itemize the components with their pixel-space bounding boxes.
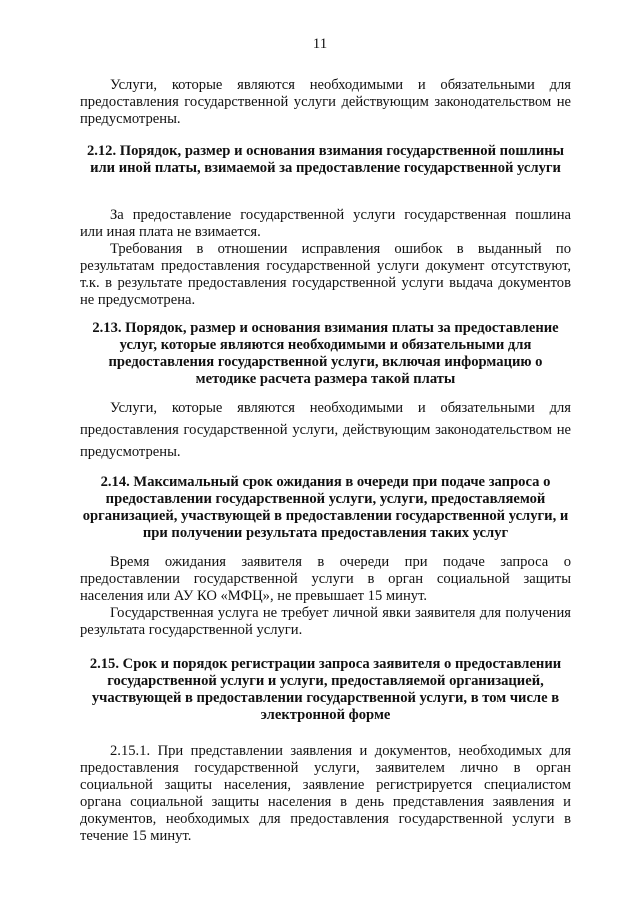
heading-2-14: 2.14. Максимальный срок ожидания в очереди при подаче запроса о предоставлении государственной услуги, услуги, предоставляемой организацией, участвующей в предоставлении государственной услуги, и при получении результата предоставления таких услуг: [82, 474, 569, 541]
section-2-13-body: [80, 397, 571, 463]
heading-2-15: 2.15. Срок и порядок регистрации запроса заявителя о предоставлении государственной услуги и услуги, предоставляемой организацией, участвующей в предоставлении государственной услуги, в том числе в электронной форме: [89, 656, 562, 723]
paragraph-text: Услуги, которые являются необходимыми и обязательными для предоставления государственной услуги, действующим законодательством не предусмотрены.: [80, 400, 571, 460]
section-2-14-body: [80, 554, 571, 639]
section-2-15-body: [80, 743, 571, 845]
paragraph-text: За предоставление государственной услуги государственная пошлина или иная плата не взимается.: [80, 207, 571, 240]
heading-2-12: 2.12. Порядок, размер и основания взимания государственной пошлины или иной платы, взимаемой за предоставление государственной услуги: [86, 143, 565, 176]
heading-2-13: 2.13. Порядок, размер и основания взимания платы за предоставление услуг, которые являются необходимыми и обязательными для предоставления государственной услуги, включая информацию о методике расчета размера такой платы: [92, 320, 559, 387]
paragraph-services-not-required: [80, 77, 571, 128]
paragraph-text: Услуги, которые являются необходимыми и обязательными для предоставления государственной услуги действующим законодательством не предусмотрены.: [80, 77, 571, 127]
paragraph-text: Требования в отношении исправления ошибок в выданный по результатам предоставления государственной услуги документ отсутствуют, т.к. в результате предоставления государственной услуги выдача документов не предусмотрена.: [80, 241, 571, 308]
paragraph-text: 2.15.1. При представлении заявления и документов, необходимых для предоставления государственной услуги, заявителем лично в орган социальной защиты населения, заявление регистрируется специалистом органа социальной защиты населения в день представления заявления и документов, необходимых для предоставления государственной услуги в течение 15 минут.: [80, 743, 571, 844]
paragraph-text: Государственная услуга не требует личной явки заявителя для получения результата государственной услуги.: [80, 605, 571, 638]
page-number: 11: [312, 36, 328, 52]
section-2-12-body: [80, 207, 571, 309]
paragraph-text: Время ожидания заявителя в очереди при подаче запроса о предоставлении государственной услуги в орган социальной защиты населения или АУ КО «МФЦ», не превышает 15 минут.: [80, 554, 571, 604]
